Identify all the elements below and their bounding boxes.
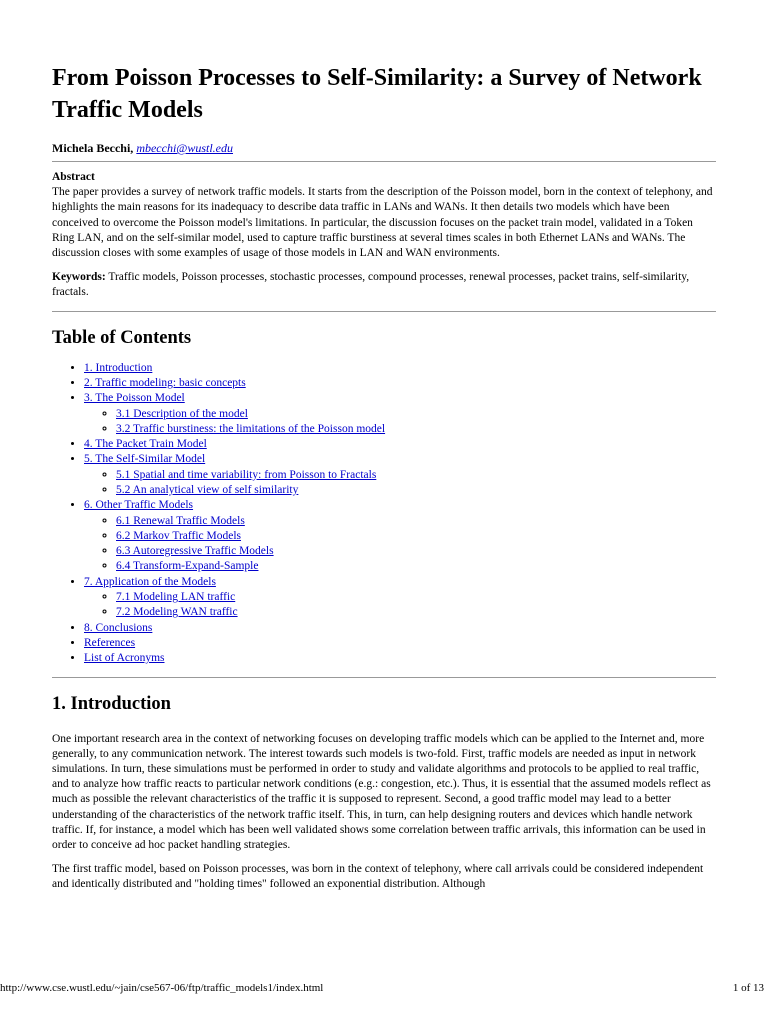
toc-subitem (116, 422, 716, 437)
toc-item (84, 376, 716, 391)
toc-link-introduction[interactable]: 1. Introduction (84, 361, 153, 374)
toc-link-traffic-modeling[interactable]: 2. Traffic modeling: basic concepts (84, 376, 246, 389)
toc-item (84, 636, 716, 651)
toc-subitem (116, 544, 716, 559)
paragraph: The first traffic model, based on Poisson processes, was born in the context of telephony, where call arrivals could be considered independent and identically distributed and "holding times" followed an exponential distribution. Although (52, 863, 704, 891)
document-page (52, 62, 716, 902)
toc-link-application[interactable]: 7. Application of the Models (84, 575, 216, 588)
toc-item (84, 361, 716, 376)
toc-list (52, 361, 716, 667)
toc-link-5-1[interactable]: 5.1 Spatial and time variability: from Poisson to Fractals (116, 468, 377, 481)
keywords-label: Keywords: (52, 271, 106, 284)
toc-subitem (116, 468, 716, 483)
toc-link-references[interactable]: References (84, 636, 136, 649)
toc-link-6-4[interactable]: 6.4 Transform-Expand-Sample (116, 560, 259, 573)
toc-link-3-2[interactable]: 3.2 Traffic burstiness: the limitations of the Poisson model (116, 422, 386, 435)
author-email-link[interactable]: mbecchi@wustl.edu (136, 141, 233, 155)
toc-heading: Table of Contents (52, 327, 192, 348)
toc-link-packet-train[interactable]: 4. The Packet Train Model (84, 438, 207, 451)
toc-item (84, 498, 716, 574)
toc-subitem (116, 407, 716, 422)
print-footer (0, 981, 768, 995)
section-heading-introduction: 1. Introduction (52, 693, 171, 714)
divider (52, 677, 716, 678)
abstract-heading: Abstract (52, 171, 95, 183)
toc-subitem (116, 605, 716, 620)
toc-link-7-2[interactable]: 7.2 Modeling WAN traffic (116, 606, 238, 619)
toc-subitem (116, 590, 716, 605)
footer-url: http://www.cse.wustl.edu/~jain/cse567-06/ftp/traffic_models1/index.html (0, 982, 324, 994)
toc-sublist (84, 514, 716, 575)
toc-sublist (84, 590, 716, 621)
toc-item (84, 651, 716, 666)
toc-item (84, 575, 716, 621)
toc-sublist (84, 407, 716, 438)
toc-subitem (116, 483, 716, 498)
toc-link-3-1[interactable]: 3.1 Description of the model (116, 407, 248, 420)
toc-link-conclusions[interactable]: 8. Conclusions (84, 621, 153, 634)
page-number: 1 of 13 (732, 982, 764, 994)
keywords-text: Traffic models, Poisson processes, stochastic processes, compound processes, renewal processes, packet trains, self-similarity, fractals. (52, 271, 690, 299)
toc-link-acronyms[interactable]: List of Acronyms (84, 652, 165, 665)
toc-link-6-1[interactable]: 6.1 Renewal Traffic Models (116, 514, 245, 527)
divider (52, 311, 716, 312)
abstract (52, 170, 716, 261)
toc-link-6-3[interactable]: 6.3 Autoregressive Traffic Models (116, 545, 274, 558)
toc-link-6-2[interactable]: 6.2 Markov Traffic Models (116, 529, 242, 542)
keywords (52, 270, 716, 300)
page-title: From Poisson Processes to Self-Similarity: a Survey of Network Traffic Models (52, 65, 702, 123)
abstract-text: The paper provides a survey of network traffic models. It starts from the description of the Poisson model, born in the context of telephony, and highlights the main reasons for its inadequacy to describe data traffic in LANs and WANs. It then details two models which have been conceived to overcome the Poisson model's limitations. In particular, the discussion focuses on the packet train model, validated in a Token Ring LAN, and on the self-similar model, used to capture traffic burstiness at several times scales in both Ethernet LANs and WANs. The discussion closes with some examples of usage of those models in LAN and WAN environments. (52, 186, 713, 260)
table-of-contents (52, 361, 716, 667)
toc-subitem (116, 529, 716, 544)
toc-subitem (116, 559, 716, 574)
toc-link-other-models[interactable]: 6. Other Traffic Models (84, 499, 194, 512)
toc-link-7-1[interactable]: 7.1 Modeling LAN traffic (116, 591, 236, 604)
author-name: Michela Becchi, (52, 141, 134, 155)
toc-item (84, 391, 716, 437)
toc-sublist (84, 468, 716, 499)
toc-item (84, 621, 716, 636)
toc-subitem (116, 514, 716, 529)
divider (52, 161, 716, 162)
toc-item (84, 437, 716, 452)
paragraph: One important research area in the context of networking focuses on developing traffic models which can be applied to the Internet and, more generally, to any communication network. The interest towards such models is two-fold. First, traffic models are needed as input in network simulations. In turn, these simulations must be performed in order to study and validate algorithms and protocols to be applied to real traffic, and to analyze how traffic reacts to particular network conditions (e.g.: congestion, etc.). Thus, it is essential that the assumed models reflect as much as possible the relevant characteristics of the traffic it is supposed to represent. Second, a good traffic model may lead to a better understanding of the characteristics of the network traffic itself. This, in turn, can help designing routers and devices which handle network traffic. If, for instance, a model which has been well validated shows some correlation between traffic arrivals, this information can be used in order to conceive ad hoc packet handling strategies. (52, 732, 711, 851)
toc-link-5-2[interactable]: 5.2 An analytical view of self similarity (116, 484, 299, 496)
author-line (52, 140, 716, 156)
toc-link-poisson-model[interactable]: 3. The Poisson Model (84, 392, 185, 405)
toc-link-self-similar[interactable]: 5. The Self-Similar Model (84, 453, 206, 466)
toc-item (84, 452, 716, 498)
